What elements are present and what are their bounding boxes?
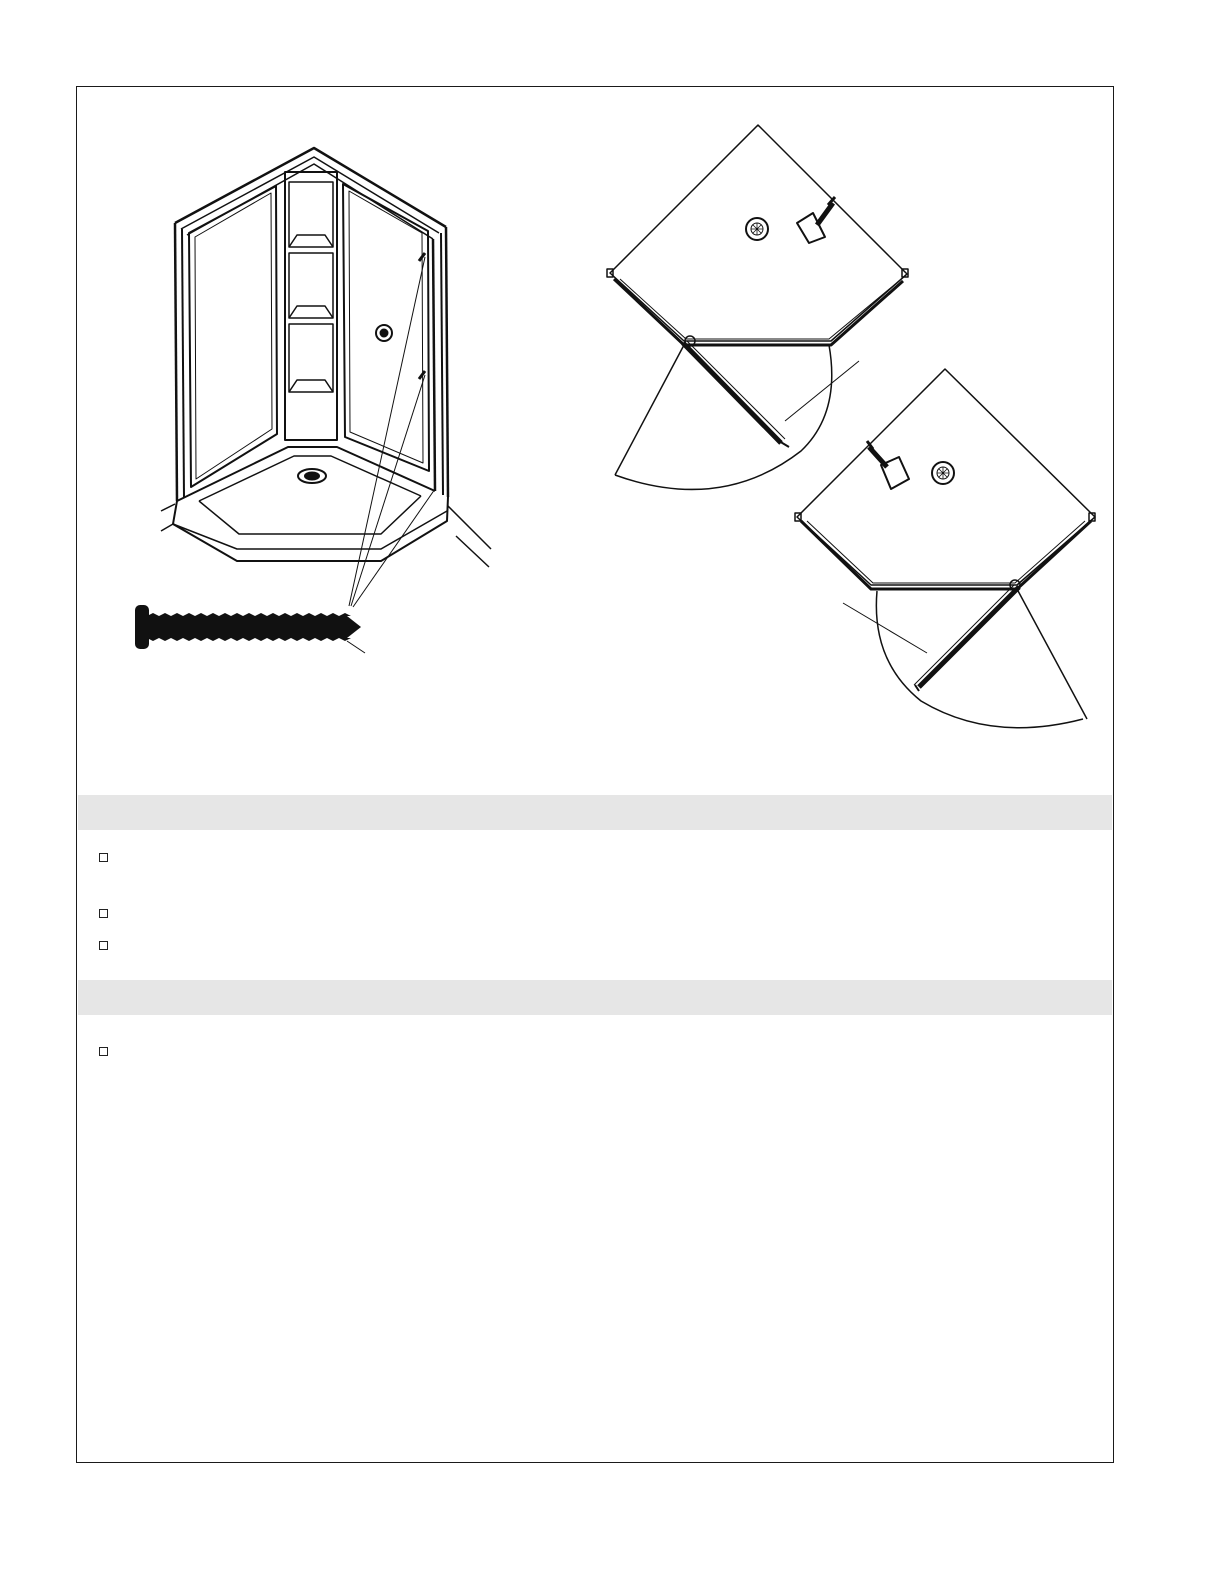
illustration-area <box>77 87 1113 787</box>
plan-view-left-hinge <box>607 125 908 489</box>
shower-enclosure-illustration <box>161 148 491 607</box>
checkbox-icon[interactable] <box>99 909 108 918</box>
plan-view-right-hinge <box>795 369 1095 728</box>
checkbox-icon[interactable] <box>99 1047 108 1056</box>
checkbox-icon[interactable] <box>99 853 108 862</box>
checkbox-icon[interactable] <box>99 941 108 950</box>
screw-illustration <box>135 605 365 653</box>
page-frame <box>76 86 1114 1463</box>
section-header-band <box>78 795 1112 830</box>
section-header-band <box>78 980 1112 1015</box>
